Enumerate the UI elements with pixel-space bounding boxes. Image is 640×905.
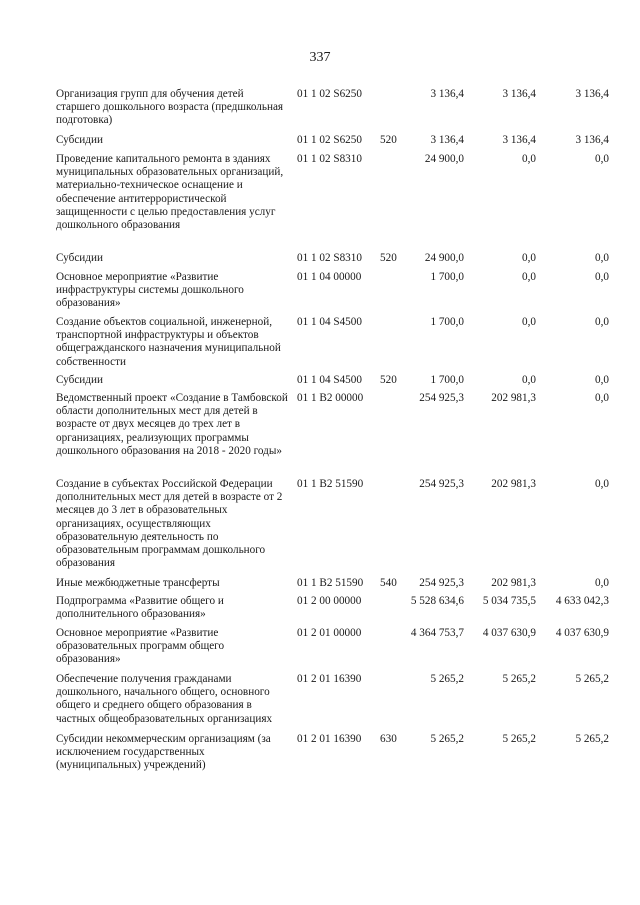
- row-type: 520: [380, 134, 397, 146]
- row-value-1: 5 528 634,6: [410, 595, 464, 607]
- row-value-1: 254 925,3: [419, 577, 464, 589]
- row-value-3: 4 633 042,3: [555, 595, 609, 607]
- row-value-2: 4 037 630,9: [482, 627, 536, 639]
- row-value-3: 3 136,4: [575, 88, 609, 100]
- row-value-3: 0,0: [595, 252, 609, 264]
- row-name: Создание объектов социальной, инженерной, транспортной инфраструктуры и объектов общегражданского назначения муниципальной собственности: [56, 316, 281, 368]
- row-value-1: 24 900,0: [424, 153, 464, 165]
- row-code: 01 1 04 00000: [297, 271, 362, 283]
- row-name: Организация групп для обучения детей старшего дошкольного возраста (предшкольная подготовка): [56, 88, 284, 127]
- row-code: 01 1 04 S4500: [297, 374, 362, 386]
- row-name: Субсидии: [56, 252, 103, 264]
- row-type: 630: [380, 733, 397, 745]
- row-value-2: 0,0: [522, 374, 536, 386]
- row-code: 01 1 В2 51590: [297, 478, 364, 490]
- row-code: 01 1 02 S8310: [297, 153, 362, 165]
- row-code: 01 2 01 16390: [297, 673, 362, 685]
- row-name: Ведомственный проект «Создание в Тамбовской области дополнительных мест для детей в возрасте от двух месяцев до трех лет в организациях, реализующих программы дошкольного образования на 2018 - 2020 годы»: [56, 392, 288, 457]
- row-value-1: 3 136,4: [430, 88, 464, 100]
- row-value-1: 5 265,2: [430, 733, 464, 745]
- row-value-2: 3 136,4: [502, 88, 536, 100]
- row-name: Субсидии: [56, 134, 103, 146]
- row-code: 01 1 02 S6250: [297, 134, 362, 146]
- row-value-3: 0,0: [595, 478, 609, 490]
- row-value-3: 0,0: [595, 577, 609, 589]
- row-type: 520: [380, 374, 397, 386]
- row-name: Субсидии: [56, 374, 103, 386]
- row-type: 540: [380, 577, 397, 589]
- row-value-2: 0,0: [522, 153, 536, 165]
- row-value-1: 254 925,3: [419, 478, 464, 490]
- row-code: 01 1 В2 51590: [297, 577, 364, 589]
- row-value-2: 202 981,3: [491, 577, 536, 589]
- row-value-1: 254 925,3: [419, 392, 464, 404]
- row-value-2: 5 265,2: [502, 733, 536, 745]
- row-code: 01 2 00 00000: [297, 595, 362, 607]
- row-value-1: 1 700,0: [430, 316, 464, 328]
- row-value-1: 3 136,4: [430, 134, 464, 146]
- row-value-2: 3 136,4: [502, 134, 536, 146]
- row-name: Создание в субъектах Российской Федерации дополнительных мест для детей в возрасте от 2 месяцев до 3 лет в образовательных организациях, осуществляющих образовательную деятельность по образовательным программам дошкольного образования: [56, 478, 283, 570]
- row-value-2: 202 981,3: [491, 392, 536, 404]
- row-value-3: 0,0: [595, 271, 609, 283]
- row-value-3: 5 265,2: [575, 733, 609, 745]
- row-value-3: 0,0: [595, 374, 609, 386]
- row-code: 01 2 01 00000: [297, 627, 362, 639]
- row-value-2: 0,0: [522, 316, 536, 328]
- row-value-2: 202 981,3: [491, 478, 536, 490]
- row-code: 01 1 02 S8310: [297, 252, 362, 264]
- row-value-1: 1 700,0: [430, 271, 464, 283]
- row-value-1: 1 700,0: [430, 374, 464, 386]
- page-number: 337: [309, 50, 331, 65]
- row-value-3: 0,0: [595, 316, 609, 328]
- row-value-1: 24 900,0: [424, 252, 464, 264]
- row-value-2: 5 034 735,5: [482, 595, 536, 607]
- row-value-3: 4 037 630,9: [555, 627, 609, 639]
- row-name: Субсидии некоммерческим организациям (за исключением государственных (муниципальных) учреждений): [56, 733, 271, 772]
- row-value-3: 5 265,2: [575, 673, 609, 685]
- row-value-3: 0,0: [595, 153, 609, 165]
- row-name: Проведение капитального ремонта в зданиях муниципальных образовательных организаций, материально-техническое оснащение и обеспечение антитеррористической защищенности с целью предоставления услуг дошкольного образования: [56, 153, 284, 232]
- row-code: 01 1 В2 00000: [297, 392, 364, 404]
- row-code: 01 1 04 S4500: [297, 316, 362, 328]
- row-name: Обеспечение получения гражданами дошкольного, начального общего, основного общего и среднего общего образования в частных общеобразовательных организациях: [56, 673, 273, 725]
- row-value-2: 0,0: [522, 252, 536, 264]
- row-type: 520: [380, 252, 397, 264]
- row-value-3: 0,0: [595, 392, 609, 404]
- row-name: Иные межбюджетные трансферты: [56, 577, 220, 589]
- row-name: Основное мероприятие «Развитие инфраструктуры системы дошкольного образования»: [56, 271, 244, 310]
- row-value-3: 3 136,4: [575, 134, 609, 146]
- row-code: 01 2 01 16390: [297, 733, 362, 745]
- row-name: Подпрограмма «Развитие общего и дополнительного образования»: [56, 595, 224, 621]
- row-value-2: 0,0: [522, 271, 536, 283]
- row-value-2: 5 265,2: [502, 673, 536, 685]
- row-name: Основное мероприятие «Развитие образовательных программ общего образования»: [56, 627, 225, 666]
- row-value-1: 5 265,2: [430, 673, 464, 685]
- row-value-1: 4 364 753,7: [410, 627, 464, 639]
- row-code: 01 1 02 S6250: [297, 88, 362, 100]
